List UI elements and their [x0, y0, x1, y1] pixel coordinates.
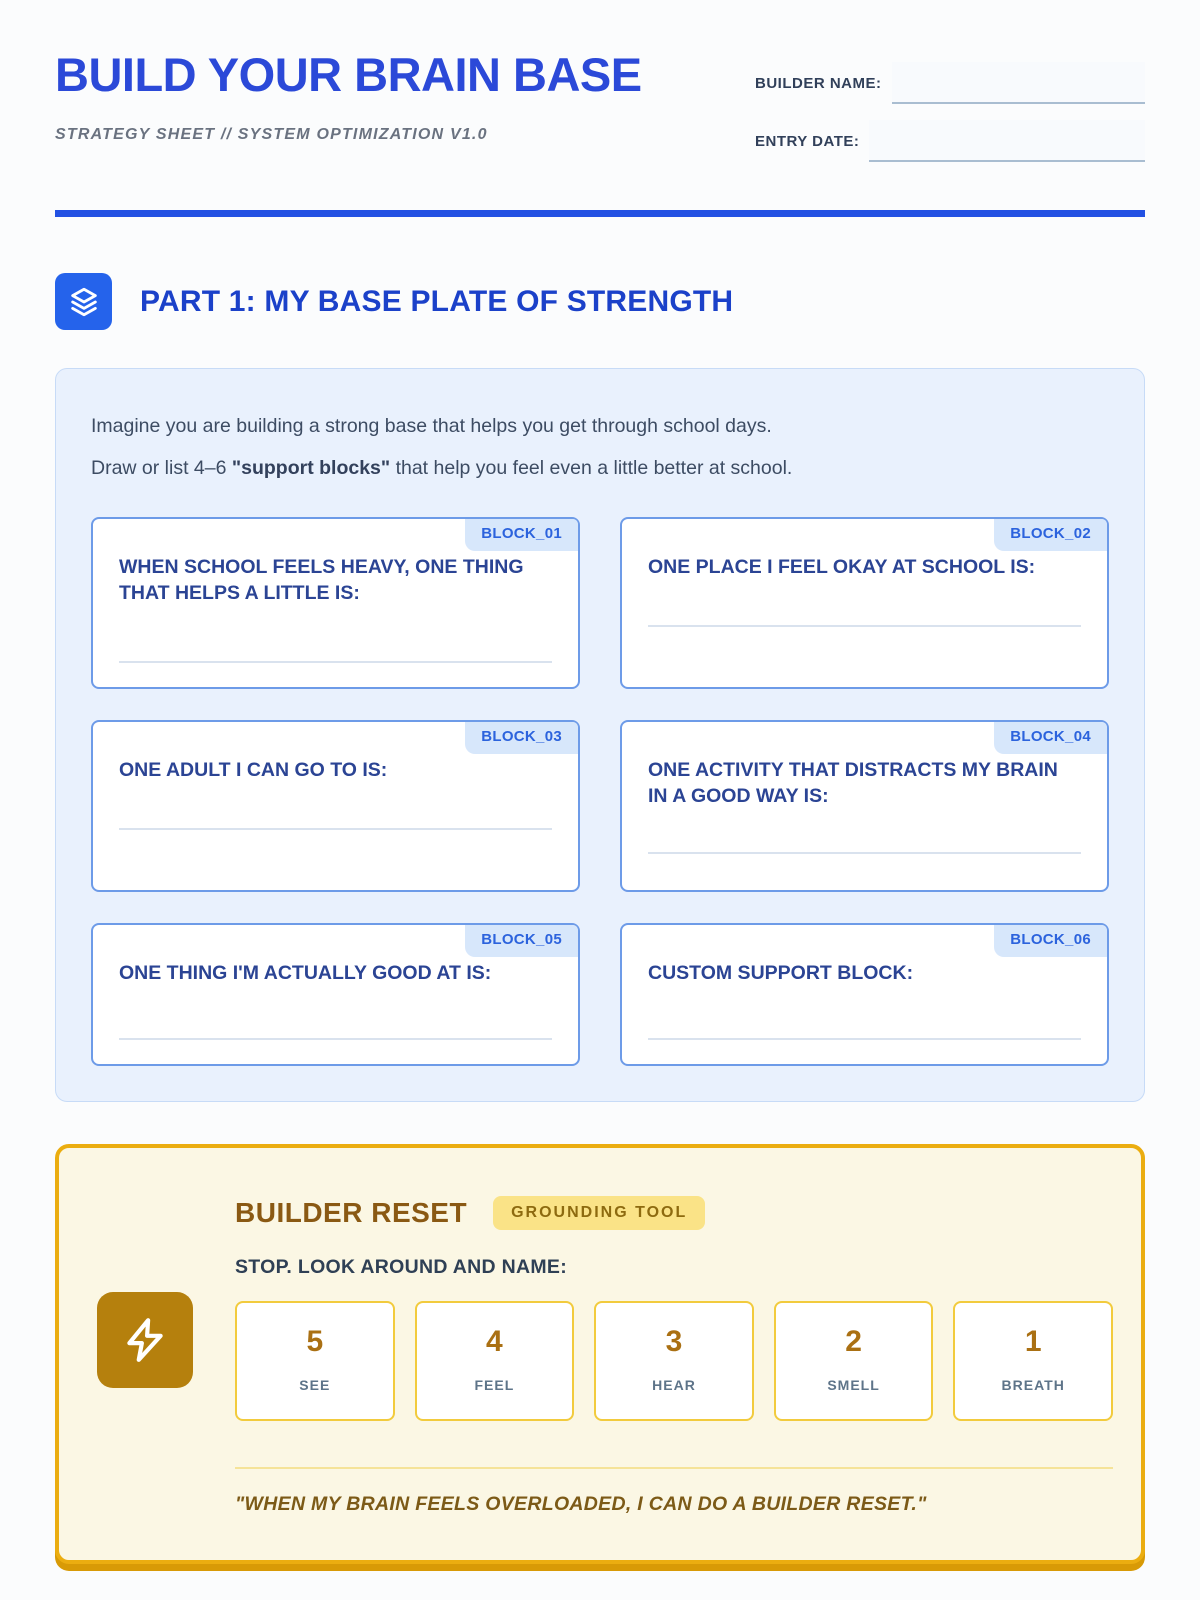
page-title: BUILD YOUR BRAIN BASE — [55, 48, 642, 101]
block-3-tag: BLOCK_03 — [465, 722, 578, 754]
sense-card-feel — [415, 1301, 575, 1421]
block-5-write-line — [119, 1038, 552, 1040]
intro-line-2-suffix: that help you feel even a little better at school. — [390, 457, 793, 480]
sense-label: FEEL — [474, 1377, 515, 1394]
part1-title: PART 1: MY BASE PLATE OF STRENGTH — [140, 284, 734, 318]
sense-count: 3 — [665, 1325, 683, 1359]
builder-reset-box — [55, 1144, 1145, 1564]
block-4-prompt: ONE ACTIVITY THAT DISTRACTS MY BRAIN IN A GOOD WAY IS: — [648, 759, 1058, 808]
support-block-2 — [620, 517, 1109, 689]
block-4-write-line — [648, 852, 1081, 854]
sense-card-hear — [594, 1301, 754, 1421]
sense-label: SMELL — [827, 1377, 880, 1394]
sense-count: 4 — [486, 1325, 503, 1359]
layers-icon — [55, 273, 112, 330]
sense-count: 2 — [845, 1325, 862, 1359]
part1-heading-row — [55, 273, 1145, 330]
sense-card-smell — [774, 1301, 934, 1421]
lightning-icon — [97, 1292, 193, 1388]
sense-card-breath — [953, 1301, 1113, 1421]
part1-intro — [91, 411, 1109, 483]
support-block-4 — [620, 720, 1109, 892]
entry-date-input[interactable] — [869, 120, 1145, 162]
part1-panel — [55, 368, 1145, 1102]
block-6-prompt: CUSTOM SUPPORT BLOCK: — [648, 962, 914, 985]
header-divider — [55, 210, 1145, 217]
support-block-5 — [91, 923, 580, 1066]
reset-content — [235, 1196, 1113, 1516]
support-block-1 — [91, 517, 580, 689]
block-3-prompt: ONE ADULT I CAN GO TO IS: — [119, 759, 388, 782]
grounding-tool-badge: GROUNDING TOOL — [493, 1196, 705, 1230]
sense-label: HEAR — [652, 1377, 696, 1394]
sense-label: BREATH — [1001, 1377, 1065, 1394]
builder-name-label: BUILDER NAME: — [755, 74, 882, 92]
intro-line-2 — [91, 453, 1109, 483]
intro-line-2-bold: "support blocks" — [231, 457, 391, 480]
builder-name-input[interactable] — [892, 62, 1146, 104]
sense-count: 5 — [306, 1325, 324, 1359]
sense-label: SEE — [299, 1377, 331, 1394]
support-block-6 — [620, 923, 1109, 1066]
block-5-tag: BLOCK_05 — [465, 925, 578, 957]
page-subtitle: STRATEGY SHEET // SYSTEM OPTIMIZATION V1.0 — [55, 126, 488, 144]
reset-divider — [235, 1467, 1113, 1469]
entry-date-row — [755, 120, 1145, 162]
sense-count: 1 — [1024, 1325, 1042, 1359]
block-2-write-line — [648, 625, 1081, 627]
block-2-prompt: ONE PLACE I FEEL OKAY AT SCHOOL IS: — [648, 556, 1036, 579]
reset-instruction: STOP. LOOK AROUND AND NAME: — [235, 1256, 568, 1279]
entry-date-label: ENTRY DATE: — [755, 132, 860, 150]
block-1-prompt: WHEN SCHOOL FEELS HEAVY, ONE THING THAT HELPS A LITTLE IS: — [119, 556, 524, 605]
builder-name-row — [755, 62, 1145, 104]
header — [55, 48, 1145, 178]
block-5-prompt: ONE THING I'M ACTUALLY GOOD AT IS: — [119, 962, 492, 985]
block-6-tag: BLOCK_06 — [994, 925, 1107, 957]
reset-title: BUILDER RESET — [235, 1197, 468, 1229]
sense-card-see — [235, 1301, 395, 1421]
support-block-3 — [91, 720, 580, 892]
header-fields — [755, 48, 1145, 178]
block-1-write-line — [119, 661, 552, 663]
reset-title-row — [235, 1196, 1113, 1230]
intro-line-2-prefix: Draw or list 4–6 — [91, 457, 232, 480]
title-block — [55, 48, 685, 178]
block-6-write-line — [648, 1038, 1081, 1040]
support-block-grid — [91, 517, 1109, 1066]
senses-row — [235, 1301, 1113, 1421]
block-4-tag: BLOCK_04 — [994, 722, 1107, 754]
intro-line-1: Imagine you are building a strong base that helps you get through school days. — [91, 415, 772, 437]
block-3-write-line — [119, 828, 552, 830]
block-1-tag: BLOCK_01 — [465, 519, 578, 551]
reset-quote: "WHEN MY BRAIN FEELS OVERLOADED, I CAN DO A BUILDER RESET." — [235, 1493, 927, 1516]
block-2-tag: BLOCK_02 — [994, 519, 1107, 551]
